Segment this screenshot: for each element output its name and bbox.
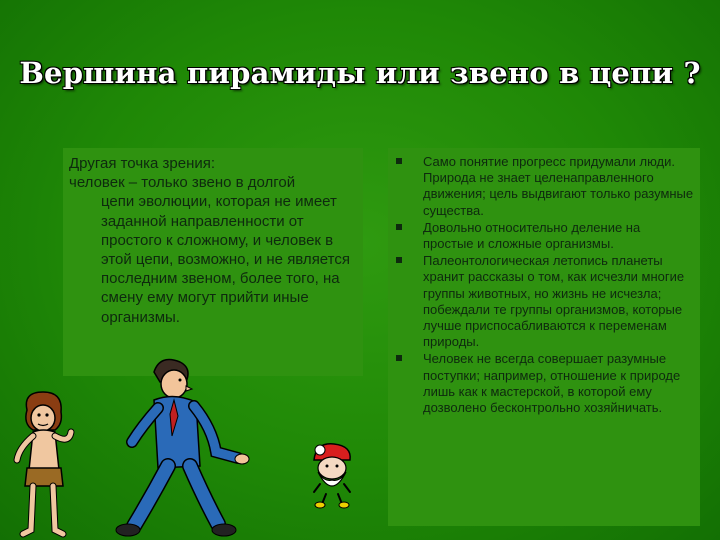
left-body-first-line: человек – только звено в долгой	[69, 174, 296, 192]
left-text-box	[63, 148, 363, 376]
left-body-rest: цепи эволюции, которая не имеет заданной направленности от простого к сложному, и человек в этой цепи, возможно, и не является последним звеном, более того, на смену ему могут прийти иные организмы.	[101, 193, 350, 326]
square-bullet-icon	[396, 158, 402, 164]
square-bullet-icon	[396, 224, 402, 230]
bullet-text-2: Довольно относительно деление на простые и сложные организмы.	[423, 219, 641, 252]
bullet-item-1	[396, 154, 694, 219]
slide-title: Вершина пирамиды или звено в цепи ?	[19, 56, 701, 90]
walking-man-illustration	[112, 356, 252, 540]
square-bullet-icon	[396, 355, 402, 361]
bullet-text-4: Человек не всегда совершает разумные поступки; например, отношение к природе лишь как к мастерской, в которой ему дозволено бесконтрольно хозяйничать.	[423, 351, 681, 416]
bullet-item-4	[396, 351, 694, 416]
right-bullet-list	[388, 148, 700, 526]
caveman-illustration	[5, 390, 95, 538]
bullet-item-2	[396, 220, 694, 252]
bullet-text-1: Само понятие прогресс придумали люди. Природа не знает целенаправленного движения; цель выдвигают только разумные существа.	[423, 154, 694, 218]
square-bullet-icon	[396, 257, 402, 263]
bullet-text-3: Палеонтологическая летопись планеты хранит рассказы о том, как исчезли многие группы животных, но жизнь не исчезла; побеждали те группы организмов, которые лучше приспосабливаются к переменам природы.	[423, 253, 685, 350]
left-intro-text: Другая точка зрения:	[69, 155, 216, 172]
left-body-text	[69, 173, 359, 327]
gnome-illustration	[300, 438, 362, 510]
bullet-item-3	[396, 253, 694, 350]
